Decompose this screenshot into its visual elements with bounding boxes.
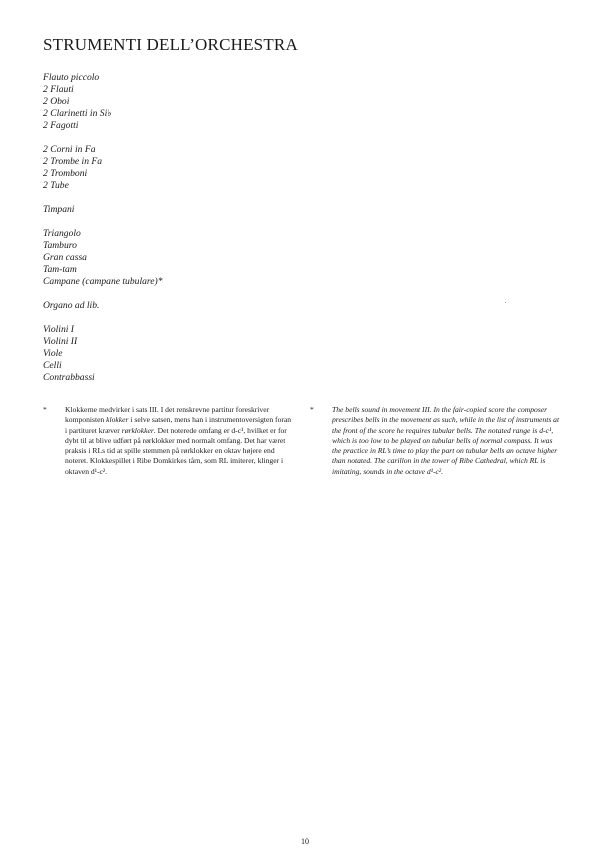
footnote-text-part: Klokkerne medvirker i sats III. I det renskrevne partitur foreskriver komponisten bbox=[65, 405, 270, 425]
instrument-item: Tam-tam bbox=[43, 264, 77, 275]
page-number: 10 bbox=[301, 837, 309, 846]
instrument-item: Viole bbox=[43, 348, 63, 359]
instrument-item: 2 Tromboni bbox=[43, 168, 88, 179]
instrument-group bbox=[43, 72, 343, 132]
footnote-text-part: i selve satsen, mens han i instrumentoversigten foran i partituret kræver bbox=[65, 415, 292, 435]
footnote-english-text: The bells sound in movement III. In the fair-copied score the composer prescribes bells in the movement as such, while in the list of instruments at the front of the score he requires tubular bells. The notated range is d-c¹, which is too low to be played on tubular bells of normal compass. It was the practice in RL’s time to play the part on tubular bells an octave higher than notated. The carillon in the tower of Ribe Cathedral, which RL is imitating, sounds in the octave d¹-c². bbox=[332, 405, 560, 476]
instrument-group bbox=[43, 324, 343, 384]
footnote-emphasis: klokker bbox=[106, 415, 129, 425]
footnote-danish bbox=[43, 405, 295, 477]
instrument-item: Campane (campane tubulare)* bbox=[43, 276, 163, 287]
page-title: STRUMENTI DELL’ORCHESTRA bbox=[43, 35, 298, 54]
instrument-group bbox=[43, 228, 343, 288]
footnote-marker: * bbox=[310, 405, 314, 414]
footnote-emphasis: rørklokker bbox=[121, 425, 154, 435]
instrument-item: Tamburo bbox=[43, 240, 77, 251]
instrument-item: 2 Trombe in Fa bbox=[43, 156, 103, 167]
instrument-item: Organo ad lib. bbox=[43, 300, 100, 311]
instrument-item: Triangolo bbox=[43, 228, 81, 239]
instrument-item: Violini II bbox=[43, 336, 78, 347]
instrument-item: 2 Corni in Fa bbox=[43, 144, 96, 155]
instrument-group bbox=[43, 144, 343, 192]
instrument-item: Celli bbox=[43, 360, 62, 371]
instrument-item: 2 Clarinetti in Si♭ bbox=[43, 108, 112, 119]
instrument-item: Contrabbassi bbox=[43, 372, 95, 383]
scan-speck bbox=[505, 302, 506, 303]
footnote-danish-text bbox=[65, 405, 295, 477]
instrument-item: 2 Oboi bbox=[43, 96, 70, 107]
instrument-group bbox=[43, 300, 343, 312]
instrument-item: Gran cassa bbox=[43, 252, 87, 263]
instrument-item: Flauto piccolo bbox=[43, 72, 100, 83]
instrument-item: 2 Flauti bbox=[43, 84, 74, 95]
footnote-english bbox=[310, 405, 562, 477]
instrument-item: 2 Tube bbox=[43, 180, 69, 191]
instrument-group bbox=[43, 204, 343, 216]
instrument-item: 2 Fagotti bbox=[43, 120, 79, 131]
footnote-text-part: . Det noterede omfang er d-c¹, hvilket er for dybt til at blive udført på rørklokker med normalt omfang. Det har været praksis i RLs tid at spille stemmen på rørklokker en oktav højere end noteret. Klokkespillet i Ribe Domkirkes tårn, som RL imiterer, klinger i oktaven d¹-c². bbox=[65, 425, 287, 476]
instrument-list bbox=[43, 72, 343, 396]
footnote-marker: * bbox=[43, 405, 47, 414]
instrument-item: Timpani bbox=[43, 204, 75, 215]
instrument-item: Violini I bbox=[43, 324, 74, 335]
